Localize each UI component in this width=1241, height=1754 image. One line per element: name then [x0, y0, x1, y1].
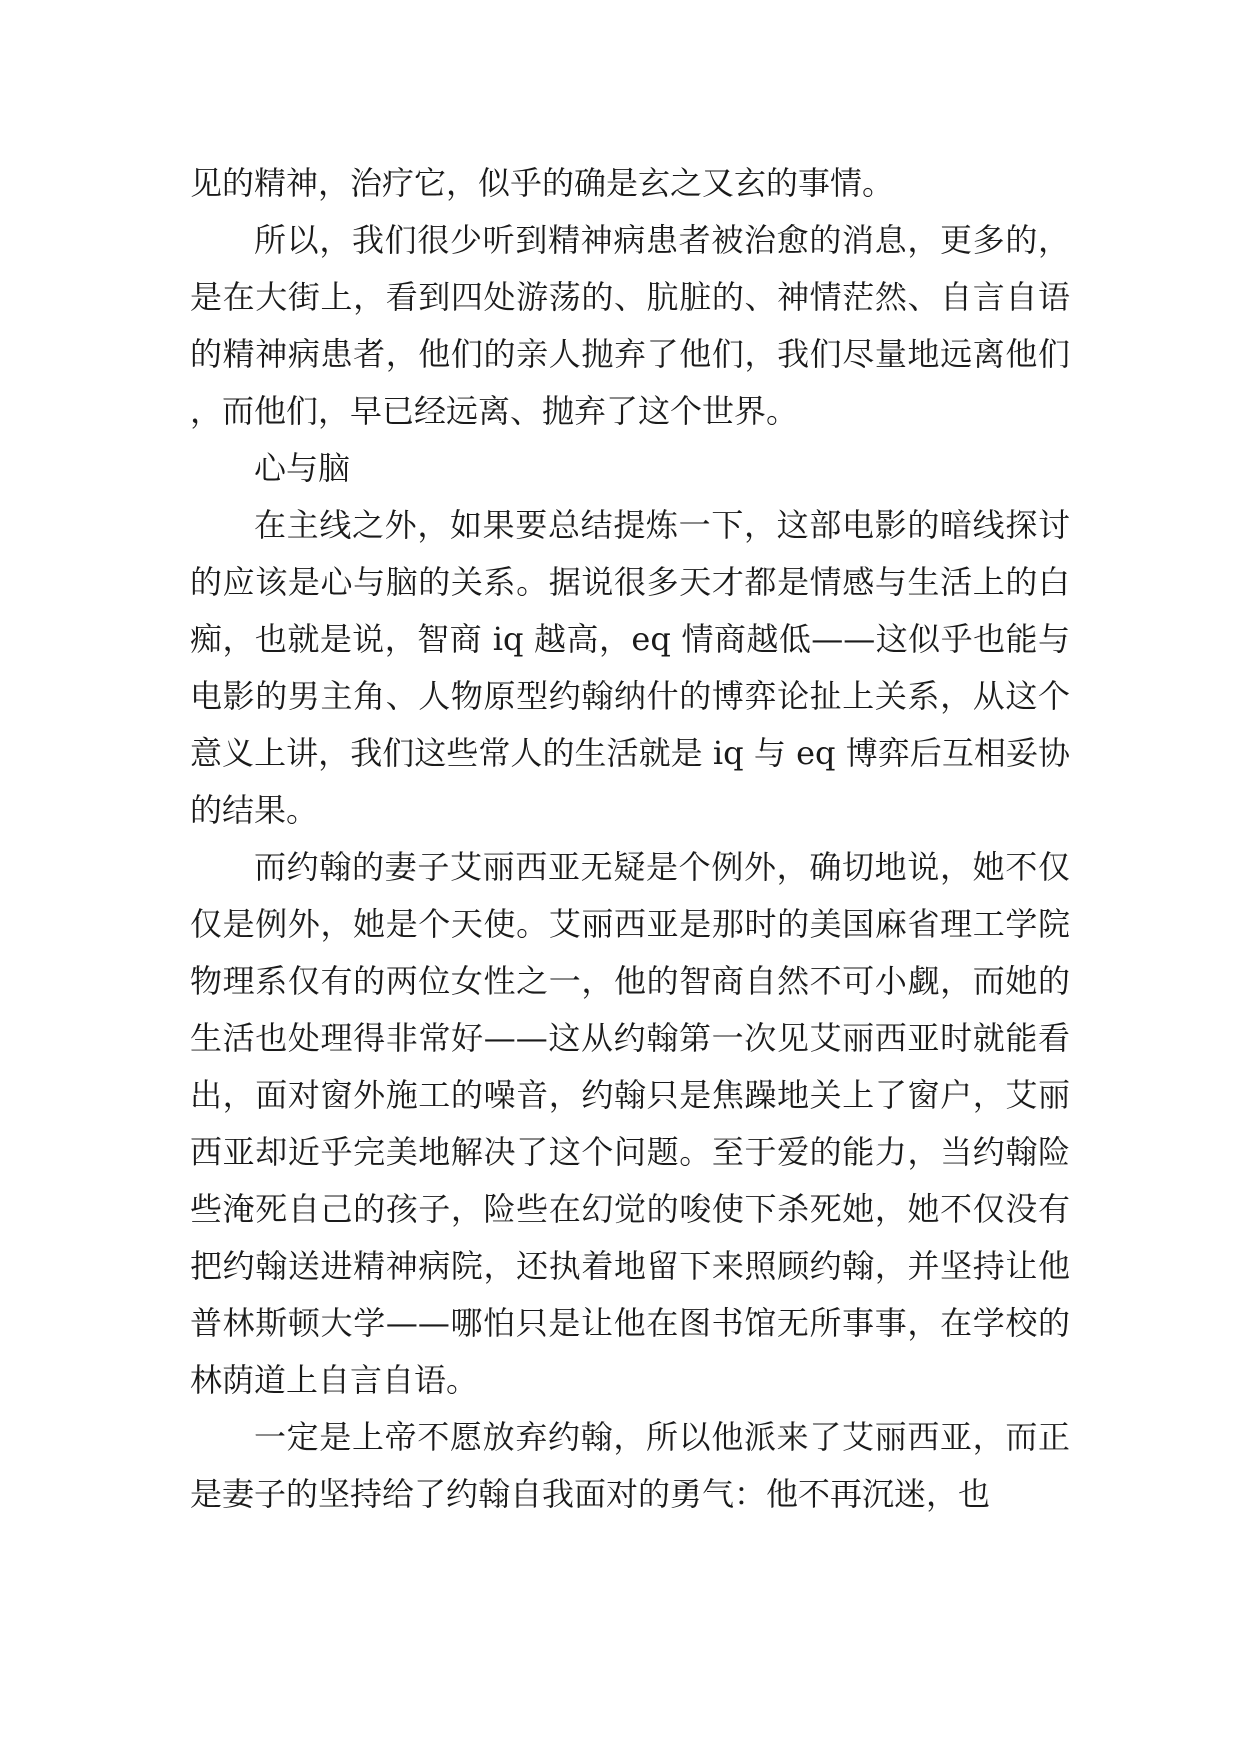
paragraph-5: 一定是上帝不愿放弃约翰，所以他派来了艾丽西亚，而正是妻子的坚持给了约翰自我面对的勇气：他不再沉迷，也: [190, 1418, 1070, 1513]
paragraph-3: 在主线之外，如果要总结提炼一下，这部电影的暗线探讨的应该是心与脑的关系。据说很多天才都是情感与生活上的白痴，也就是说，智商 iq 越高，eq 情商越低——这似乎也能与电影的男主角、人物原型约翰纳什的博弈论扯上关系，从这个意义上讲，我们这些常人的生活就是 iq 与 eq 博弈后互相妥协的结果。: [190, 506, 1070, 829]
section-heading: 心与脑: [254, 449, 351, 487]
paragraph-4: 而约翰的妻子艾丽西亚无疑是个例外，确切地说，她不仅仅是例外，她是个天使。艾丽西亚是那时的美国麻省理工学院物理系仅有的两位女性之一，他的智商自然不可小觑，而她的生活也处理得非常好——这从约翰第一次见艾丽西亚时就能看出，面对窗外施工的噪音，约翰只是焦躁地关上了窗户，艾丽西亚却近乎完美地解决了这个问题。至于爱的能力，当约翰险些淹死自己的孩子，险些在幻觉的唆使下杀死她，她不仅没有把约翰送进精神病院，还执着地留下来照顾约翰，并坚持让他普林斯顿大学——哪怕只是让他在图书馆无所事事，在学校的林荫道上自言自语。: [190, 848, 1070, 1399]
paragraph-1: 见的精神，治疗它，似乎的确是玄之又玄的事情。: [190, 164, 895, 202]
paragraph-2: 所以，我们很少听到精神病患者被治愈的消息，更多的，是在大街上，看到四处游荡的、肮脏的、神情茫然、自言自语的精神病患者，他们的亲人抛弃了他们，我们尽量地远离他们，而他们，早已经远离、抛弃了这个世界。: [190, 221, 1070, 430]
document-body: [190, 155, 1070, 1523]
